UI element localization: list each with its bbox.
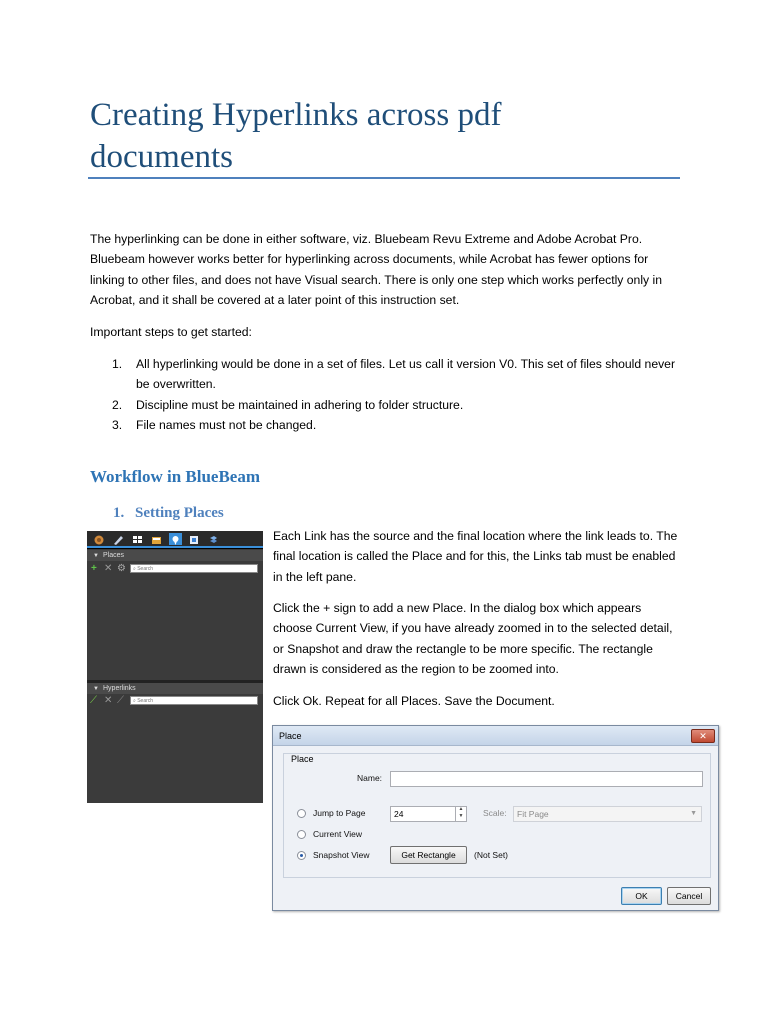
- place-dialog: [272, 725, 719, 911]
- scale-select[interactable]: Fit Page ▼: [513, 806, 702, 822]
- snapshot-view-label: Snapshot View: [313, 850, 370, 860]
- cancel-button[interactable]: Cancel: [667, 887, 711, 905]
- places-search-input[interactable]: ⌕ Search: [130, 564, 258, 573]
- hyperlinks-toolbar: [87, 694, 263, 708]
- step-number: 1.: [112, 357, 123, 371]
- jump-to-page-label: Jump to Page: [313, 808, 366, 818]
- paragraph-add-place: Click the + sign to add a new Place. In the dialog box which appears choose Current View, if you have already zoomed in to the selected detail, or Snapshot and draw the rectangle to be more specific. The rectangle drawn is considered as the region to be zoomed into.: [273, 601, 673, 676]
- step-item: [90, 415, 680, 435]
- paragraph-save: Click Ok. Repeat for all Places. Save the Document.: [273, 694, 555, 708]
- bluebeam-panel: [87, 531, 263, 803]
- page-number-stepper[interactable]: 24 ▲ ▼: [390, 806, 467, 822]
- rectangle-status: (Not Set): [474, 850, 509, 860]
- edit-link-icon[interactable]: ⟋: [117, 695, 124, 706]
- jump-to-page-radio[interactable]: [297, 809, 306, 818]
- step-item: [90, 395, 680, 415]
- active-tab-underline: [87, 546, 263, 548]
- dialog-title: Place: [279, 731, 302, 741]
- current-view-radio[interactable]: [297, 830, 306, 839]
- places-label: Places: [103, 552, 125, 559]
- page-title: Creating Hyperlinks across pdf documents: [90, 97, 502, 175]
- subsection-title: Setting Places: [135, 505, 224, 521]
- gear-icon[interactable]: ⚙: [117, 563, 126, 574]
- section-heading: Workflow in BlueBeam: [90, 467, 261, 486]
- chevron-down-icon: ▼: [690, 810, 697, 817]
- places-toolbar: [87, 562, 263, 576]
- group-label: Place: [291, 754, 314, 764]
- pen-tab-icon[interactable]: [112, 533, 125, 545]
- ok-button[interactable]: OK: [621, 887, 662, 905]
- layers-tab-icon[interactable]: [207, 533, 220, 545]
- delete-link-icon[interactable]: ✕: [104, 695, 113, 706]
- subsection-number: 1.: [113, 505, 125, 521]
- collapse-triangle-icon: ▼: [93, 686, 99, 692]
- get-rectangle-button[interactable]: Get Rectangle: [390, 846, 467, 864]
- hyperlinks-label: Hyperlinks: [103, 685, 136, 692]
- thumbnails-tab-icon[interactable]: [131, 533, 144, 545]
- steps-heading: Important steps to get started:: [90, 325, 252, 339]
- steps-list: [90, 354, 680, 435]
- places-section-header[interactable]: [87, 550, 263, 561]
- collapse-triangle-icon: ▼: [93, 553, 99, 559]
- links-tab-icon[interactable]: [169, 533, 182, 545]
- name-label: Name:: [357, 773, 383, 783]
- current-view-label: Current View: [313, 829, 362, 839]
- snapshot-view-radio[interactable]: [297, 851, 306, 860]
- add-place-icon[interactable]: +: [91, 563, 97, 574]
- panel-toolbar: [87, 531, 263, 549]
- intro-paragraph: The hyperlinking can be done in either software, viz. Bluebeam Revu Extreme and Adobe Acrobat Pro. Bluebeam however works better for hyperlinking across documents, while Acrobat has fewer options for linking to other files, and does not have Visual search. There is only one step which works perfectly only in Acrobat, and it shall be covered at a later point of this instruction set.: [90, 232, 662, 307]
- hyperlinks-search-input[interactable]: ⌕ Search: [130, 696, 258, 705]
- step-text: Discipline must be maintained in adhering to folder structure.: [136, 397, 464, 412]
- subsection-heading: [113, 505, 224, 522]
- step-item: [90, 354, 680, 395]
- add-link-icon[interactable]: ⟋: [90, 695, 97, 706]
- name-field[interactable]: [390, 771, 703, 787]
- spin-arrows-icon[interactable]: ▲ ▼: [455, 806, 466, 822]
- step-text: File names must not be changed.: [136, 417, 317, 432]
- step-number: 2.: [112, 397, 123, 412]
- title-rule: [88, 177, 680, 179]
- scale-label: Scale:: [483, 808, 507, 818]
- hyperlinks-section-header[interactable]: [87, 683, 263, 694]
- search-tab-icon[interactable]: [188, 533, 201, 545]
- paragraph-places-intro: Each Link has the source and the final location where the link leads to. The final location is called the Place and for this, the Links tab must be enabled in the left pane.: [273, 529, 678, 584]
- step-text: All hyperlinking would be done in a set of files. Let us call it version V0. This set of files should never be overwritten.: [136, 357, 676, 392]
- close-icon[interactable]: ✕: [691, 729, 715, 743]
- delete-place-icon[interactable]: ✕: [104, 563, 113, 574]
- step-number: 3.: [112, 417, 123, 432]
- properties-tab-icon[interactable]: [93, 533, 106, 545]
- bookmarks-tab-icon[interactable]: [150, 533, 163, 545]
- dialog-titlebar[interactable]: [273, 726, 718, 746]
